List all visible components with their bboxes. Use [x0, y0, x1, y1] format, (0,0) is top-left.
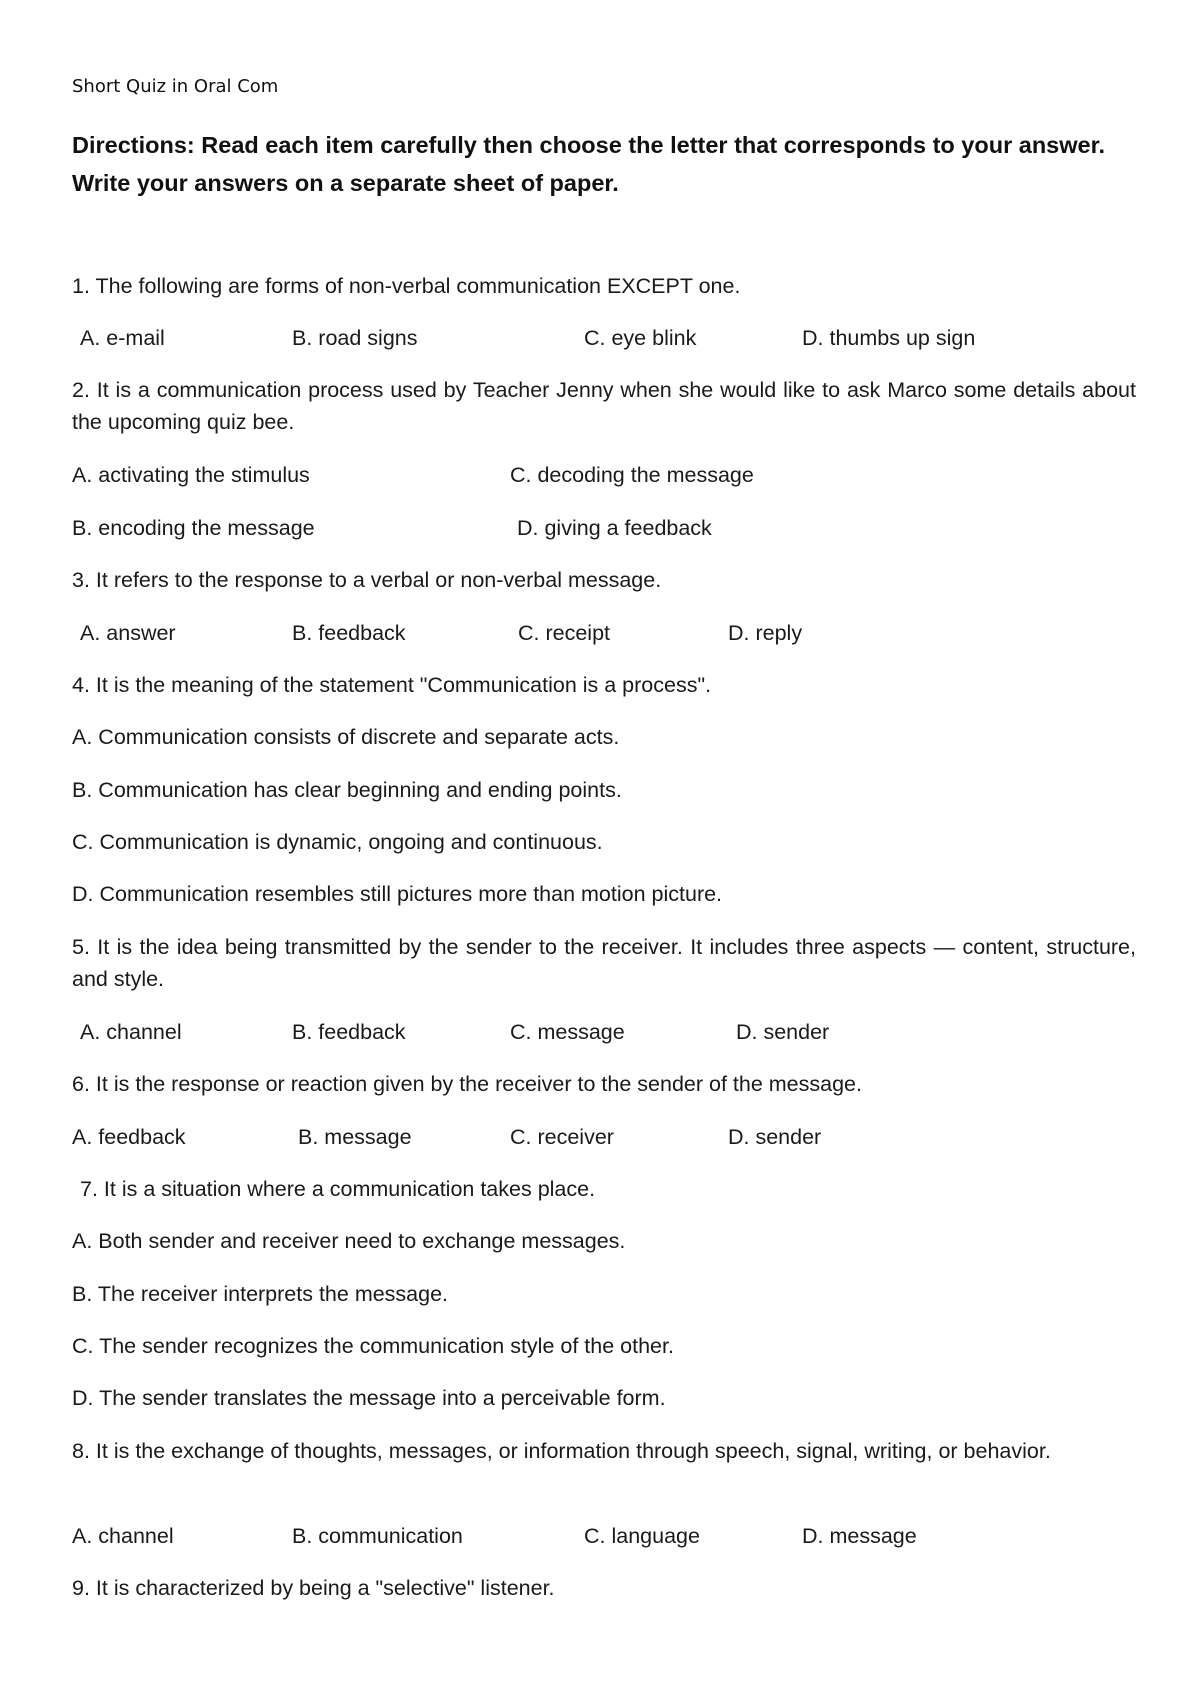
question-7-option-c: C. The sender recognizes the communication style of the other. — [72, 1334, 674, 1358]
question-8-option-a: A. channel — [72, 1524, 174, 1548]
question-1-stem: 1. The following are forms of non-verbal communication EXCEPT one. — [72, 274, 741, 298]
question-5-option-a: A. channel — [80, 1020, 182, 1044]
question-6-stem: 6. It is the response or reaction given by the receiver to the sender of the message. — [72, 1072, 862, 1096]
question-7-option-d: D. The sender translates the message into a perceivable form. — [72, 1386, 666, 1410]
question-3-option-b: B. feedback — [292, 621, 406, 645]
question-1-option-b: B. road signs — [292, 326, 418, 350]
question-4-option-b: B. Communication has clear beginning and ending points. — [72, 778, 622, 802]
question-5-option-d: D. sender — [736, 1020, 830, 1044]
question-4-stem: 4. It is the meaning of the statement "Communication is a process". — [72, 673, 712, 697]
question-9-stem: 9. It is characterized by being a "selective" listener. — [72, 1576, 555, 1600]
question-8-option-c: C. language — [584, 1524, 700, 1548]
question-4-option-c: C. Communication is dynamic, ongoing and continuous. — [72, 830, 603, 854]
question-1-option-d: D. thumbs up sign — [802, 326, 976, 350]
question-3-option-c: C. receipt — [518, 621, 611, 645]
question-2-option-b: B. encoding the message — [72, 516, 315, 540]
directions-text: Directions: Read each item carefully then choose the letter that corresponds to your answer. Write your answers on a separate sheet of paper. — [72, 132, 1105, 196]
question-7-option-b: B. The receiver interprets the message. — [72, 1282, 449, 1306]
question-8-stem: 8. It is the exchange of thoughts, messages, or information through speech, signal, writing, or behavior. — [72, 1439, 1051, 1463]
question-1-option-a: A. e-mail — [80, 326, 165, 350]
question-3-option-a: A. answer — [80, 621, 176, 645]
question-5-option-b: B. feedback — [292, 1020, 406, 1044]
question-4-option-a: A. Communication consists of discrete and separate acts. — [72, 725, 620, 749]
question-7-stem: 7. It is a situation where a communication takes place. — [80, 1177, 596, 1201]
question-3-stem: 3. It refers to the response to a verbal or non-verbal message. — [72, 568, 662, 592]
question-8-option-d: D. message — [802, 1524, 917, 1548]
question-6-option-c: C. receiver — [510, 1125, 614, 1149]
question-5-stem: 5. It is the idea being transmitted by the sender to the receiver. It includes three aspects — content, structure, and style. — [72, 935, 1136, 991]
question-8-option-b: B. communication — [292, 1524, 463, 1548]
question-2-option-c: C. decoding the message — [510, 463, 754, 487]
question-4-option-d: D. Communication resembles still pictures more than motion picture. — [72, 882, 723, 906]
question-1-option-c: C. eye blink — [584, 326, 697, 350]
question-5-option-c: C. message — [510, 1020, 625, 1044]
question-7-option-a: A. Both sender and receiver need to exchange messages. — [72, 1229, 626, 1253]
question-3-option-d: D. reply — [728, 621, 803, 645]
question-6-option-a: A. feedback — [72, 1125, 186, 1149]
page-title: Short Quiz in Oral Com — [72, 76, 279, 97]
question-6-option-b: B. message — [298, 1125, 412, 1149]
question-2-option-d: D. giving a feedback — [517, 516, 712, 540]
question-2-option-a: A. activating the stimulus — [72, 463, 310, 487]
question-2-stem: 2. It is a communication process used by Teacher Jenny when she would like to ask Marco some details about the upcoming quiz bee. — [72, 378, 1136, 434]
question-6-option-d: D. sender — [728, 1125, 822, 1149]
